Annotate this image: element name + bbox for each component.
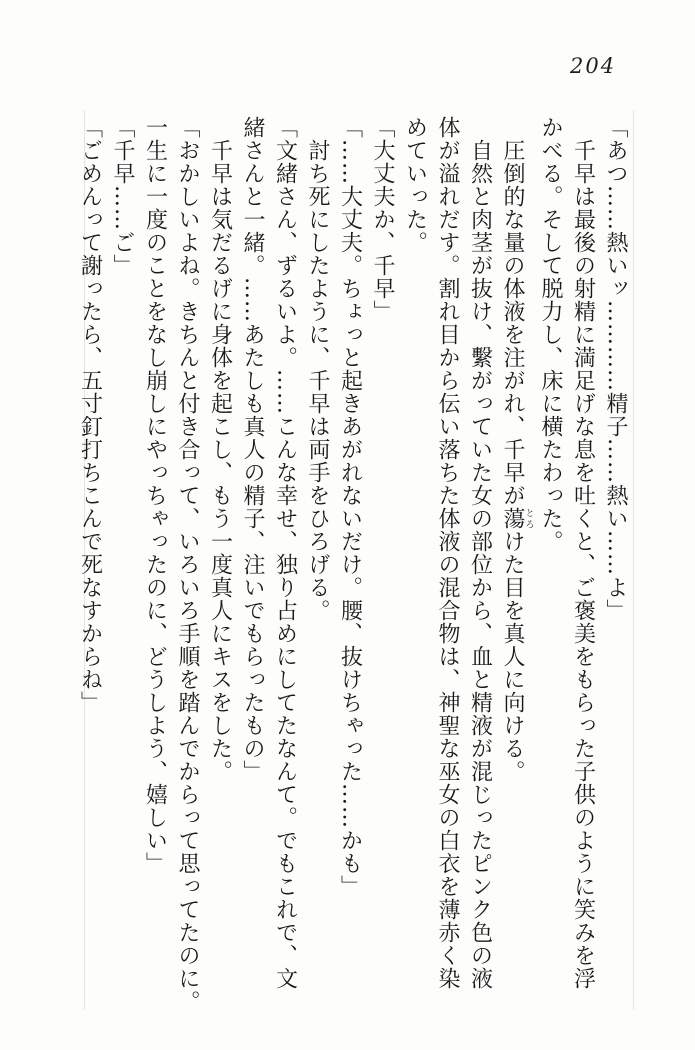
text-line: 討ち死にしたように、千早は両手をひろげる。 [305, 139, 330, 622]
text-line: 「あつ……熱いッ…………精子……熱い……よ」 [603, 116, 628, 622]
text-line: 「ごめんって謝ったら、五寸釘打ちこんで死なすからね」 [77, 116, 103, 714]
text-line: 「……大丈夫。ちょっと起きあがれないだけ。腰、抜けちゃった……かも」 [337, 116, 363, 898]
text-line: 一生に一度のことをなし崩しにやっちゃったのに、どうしよう、嬉しい」 [142, 116, 168, 875]
ruby-annotated-text: 蕩とろ [500, 507, 534, 530]
text-line: めていった。 [402, 116, 428, 254]
text-line: 「大丈夫か、千早」 [370, 116, 395, 323]
text-line: 緒さんと一緒。……あたしも真人の精子、注いでもらったもの」 [240, 116, 265, 783]
text-line: かべる。そして脱力し、床に横たわった。 [538, 116, 563, 553]
text-line: 「文緒さん、ずるいよ。……こんな幸せ、独り占めにしてたなんて。でもこれで、文 [272, 116, 298, 990]
text-line: 千早は最後の射精に満足げな息を吐くと、ご褒美をもらった子供のように笑みを浮 [570, 139, 596, 990]
text-line: 体が溢れだす。割れ目から伝い落ちた体液の混合物は、神聖な巫女の白衣を薄赤く染 [435, 116, 460, 990]
scan-artifact-right [633, 110, 634, 1010]
text-line: 自然と肉茎が抜け、繫がっていた女の部位から、血と精液が混じったピンク色の液 [467, 139, 493, 990]
page-number: 204 [570, 54, 617, 78]
text-line: 千早は気だるげに身体を起こし、もう一度真人にキスをした。 [207, 139, 233, 783]
book-text-body [73, 116, 631, 1020]
text-line: 圧倒的な量の体液を注がれ、千早が蕩とろけた目を真人に向ける。 [500, 139, 534, 783]
text-line: 「千早……ご」 [110, 116, 135, 277]
text-line: 「おかしいよね。きちんと付き合って、いろいろ手順を踏んでからって思ってたのに。 [175, 116, 200, 1013]
